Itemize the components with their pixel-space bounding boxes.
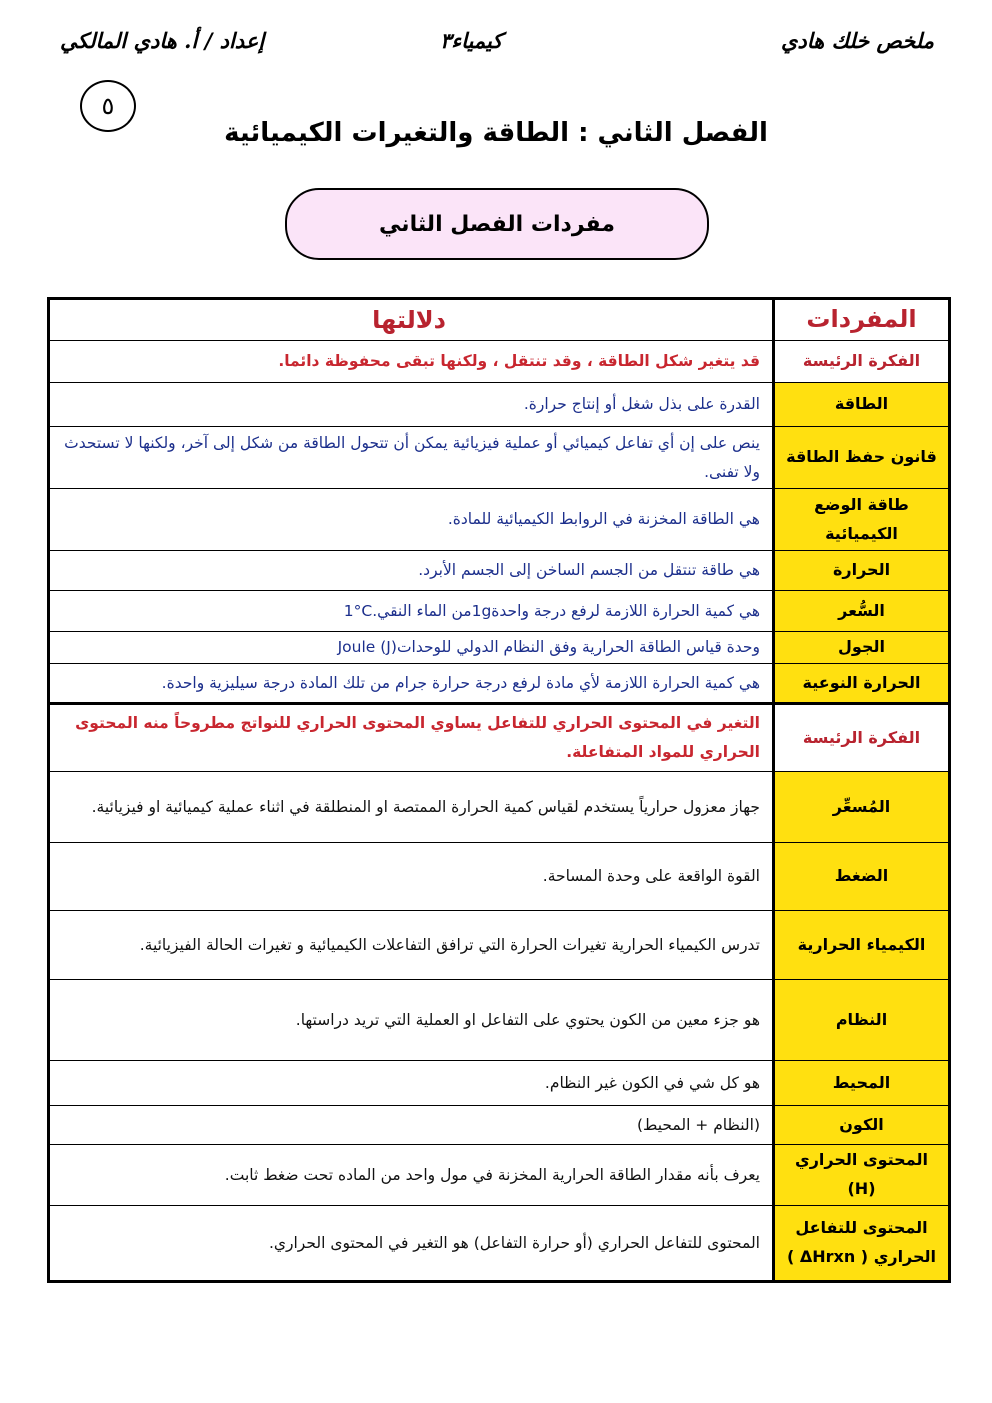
meaning-cell: القدرة على بذل شغل أو إنتاج حرارة.	[523, 395, 760, 414]
meaning-cell: ينص على إن أي تفاعل كيميائي أو عملية فيزيائية يمكن أن تتحول الطاقة من شكل إلى آخر، ولكنها لا تستحدث ولا تفنى.	[64, 433, 760, 481]
meaning-cell: (النظام + المحيط)	[636, 1115, 760, 1134]
meaning-cell: المحتوى للتفاعل الحراري (أو حرارة التفاعل) هو التغير في المحتوى الحراري.	[268, 1233, 760, 1252]
term-cell: المحتوى الحراري (H)	[772, 1145, 948, 1205]
table-row	[50, 631, 948, 663]
meaning-cell: جهاز معزول حرارياً يستخدم لقياس كمية الحرارة الممتصة او المنطلقة في اثناء عملية كيميائية او فيزيائية.	[91, 797, 760, 816]
column-header-term: المفردات	[772, 300, 948, 340]
table-row	[50, 1144, 948, 1205]
header-subject: كيمياء٣	[440, 28, 503, 53]
term-cell: النظام	[772, 980, 948, 1060]
table-header-row	[50, 300, 948, 340]
section-title: مفردات الفصل الثاني	[285, 188, 709, 260]
term-cell: قانون حفظ الطاقة	[772, 427, 948, 488]
term-cell: طاقة الوضع الكيميائية	[772, 489, 948, 550]
term-cell: المُسعِّر	[772, 772, 948, 842]
meaning-cell: هي طاقة تنتقل من الجسم الساخن إلى الجسم الأبرد.	[418, 561, 760, 580]
table-row	[50, 702, 948, 771]
unit-value: (Joule (J	[337, 638, 397, 657]
meaning-cell: القوة الواقعة على وحدة المساحة.	[542, 867, 760, 886]
table-row	[50, 910, 948, 979]
table-row	[50, 1205, 948, 1280]
header-author: إعداد / أ. هادي المالكي	[60, 28, 265, 53]
meaning-text: هي كمية الحرارة اللازمة لرفع درجة واحدة	[491, 601, 760, 620]
term-cell: الفكرة الرئيسة	[772, 705, 948, 771]
table-row	[50, 426, 948, 488]
term-cell: الحرارة	[772, 551, 948, 590]
table-row	[50, 382, 948, 426]
table-row	[50, 771, 948, 842]
meaning-cell	[50, 632, 772, 663]
term-cell: الجول	[772, 632, 948, 663]
meaning-cell: التغير في المحتوى الحراري للتفاعل يساوي المحتوى الحراري للنواتج مطروحاً منه المحتوى الحراري للمواد المتفاعلة.	[75, 714, 760, 761]
page-number: ٥	[80, 80, 136, 132]
table-row	[50, 590, 948, 631]
table-row	[50, 550, 948, 590]
term-cell: المحيط	[772, 1061, 948, 1105]
meaning-cell	[50, 591, 772, 631]
term-cell: الكون	[772, 1106, 948, 1144]
term-cell: الحرارة النوعية	[772, 664, 948, 702]
term-cell: الطاقة	[772, 383, 948, 426]
table-row	[50, 842, 948, 910]
meaning-cell: قد يتغير شكل الطاقة ، وقد تنتقل ، ولكنها تبقى محفوظة دائما.	[278, 352, 760, 371]
temperature-value: 1°C.	[343, 601, 378, 620]
meaning-cell: هي الطاقة المخزنة في الروابط الكيميائية للمادة.	[447, 510, 760, 529]
meaning-text: من الماء النقي	[377, 601, 472, 620]
chapter-title: الفصل الثاني : الطاقة والتغيرات الكيميائية	[224, 118, 768, 148]
column-header-meaning: دلالتها	[372, 305, 446, 334]
term-cell: الفكرة الرئيسة	[772, 341, 948, 382]
meaning-text: وحدة قياس الطاقة الحرارية وفق النظام الدولي للوحدات	[396, 638, 760, 657]
table-row	[50, 663, 948, 702]
meaning-cell: هو جزء معين من الكون يحتوي على التفاعل او العملية التي تريد دراستها.	[295, 1010, 760, 1029]
table-row	[50, 1105, 948, 1144]
table-row	[50, 979, 948, 1060]
meaning-cell: هي كمية الحرارة اللازمة لأي مادة لرفع درجة حرارة جرام من تلك المادة درجة سيليزية واحدة.	[161, 673, 760, 692]
table-row	[50, 1060, 948, 1105]
term-cell: المحتوى للتفاعل الحراري ( ΔHrxn )	[772, 1206, 948, 1280]
meaning-cell: هو كل شي في الكون غير النظام.	[544, 1073, 760, 1092]
header-summary-title: ملخص خلك هادي	[781, 28, 934, 53]
table-row	[50, 488, 948, 550]
table-row	[50, 340, 948, 382]
vocabulary-table	[47, 297, 951, 1283]
mass-value: 1g	[471, 601, 492, 620]
term-cell: الضغط	[772, 843, 948, 910]
meaning-cell: يعرف بأنه مقدار الطاقة الحرارية المخزنة في مول واحد من الماده تحت ضغط ثابت.	[224, 1165, 760, 1184]
term-cell: الكيمياء الحرارية	[772, 911, 948, 979]
meaning-cell: تدرس الكيمياء الحرارية تغيرات الحرارة التي ترافق التفاعلات الكيميائية و تغيرات الحالة الفيزيائية.	[139, 935, 760, 954]
term-cell: السُّعر	[772, 591, 948, 631]
